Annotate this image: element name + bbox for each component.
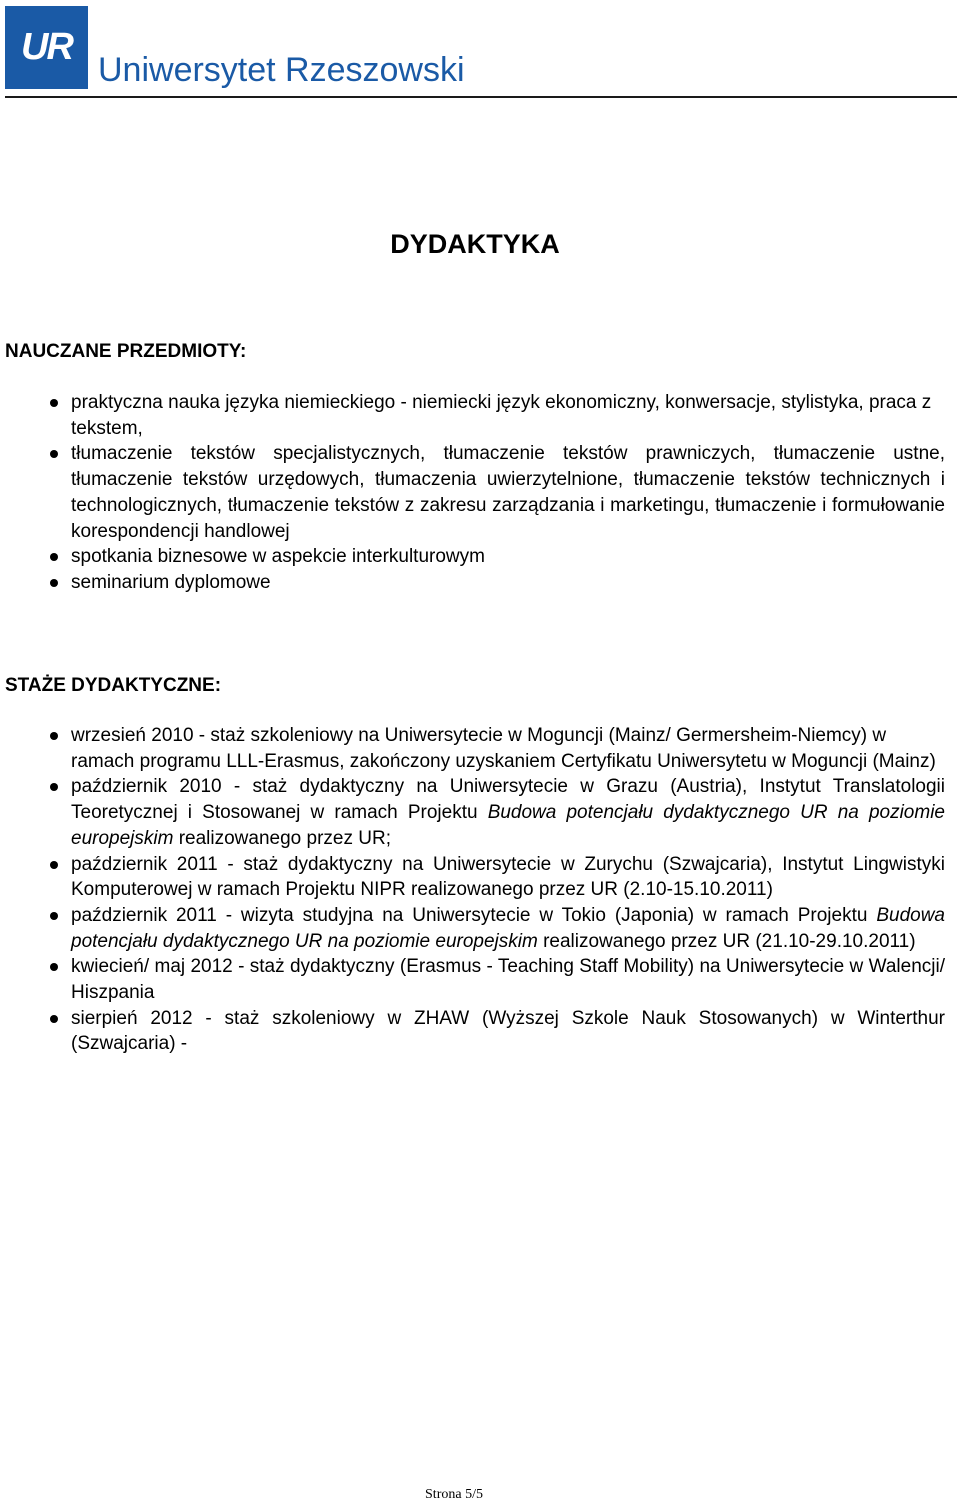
list-item-text: wrzesień 2010 - staż szkoleniowy na Uniwersytecie w Moguncji (Mainz/ Germersheim-Niemcy) w ramach programu LLL-Erasmus, zakończony uzyskaniem Certyfikatu Uniwersytetu w Moguncji (Mainz) <box>71 725 936 772</box>
list-item <box>0 954 945 1005</box>
project-name: Budowa potencjału dydaktycznego UR na poziomie europejskim <box>71 904 945 952</box>
bullet-icon <box>50 783 58 791</box>
list-item-text: seminarium dyplomowe <box>71 571 271 593</box>
bullet-icon <box>50 912 58 920</box>
page-number: Strona 5/5 <box>425 1487 483 1502</box>
page-header <box>5 6 957 98</box>
university-logo <box>5 6 88 89</box>
list-item <box>0 723 945 774</box>
project-name: Budowa potencjału dydaktycznego UR na poziomie europejskim <box>71 802 945 849</box>
bullet-icon <box>50 553 58 561</box>
bullet-icon <box>50 861 58 869</box>
bullet-icon <box>50 399 58 407</box>
item-text-after: realizowanego przez UR; <box>173 827 391 849</box>
list-item-text: październik 2011 - staż dydaktyczny na Uniwersytecie w Zurychu (Szwajcaria), Instytut Lingwistyki Komputerowej w ramach Projektu NIPR realizowanego przez UR (2.10-15.10.2011) <box>71 853 945 901</box>
page-title: DYDAKTYKA <box>390 229 560 259</box>
internships-heading: STAŻE DYDAKTYCZNE: <box>5 675 222 696</box>
list-item <box>0 1006 945 1057</box>
list-item-text: kwiecień/ maj 2012 - staż dydaktyczny (Erasmus - Teaching Staff Mobility) na Uniwersytecie w Walencji/ Hiszpania <box>71 956 945 1004</box>
taught-subjects-heading: NAUCZANE PRZEDMIOTY: <box>5 341 247 362</box>
header-divider <box>5 96 957 98</box>
logo-text: UR <box>21 26 72 68</box>
list-item <box>0 390 945 441</box>
item-text-after: realizowanego przez UR (21.10-29.10.2011) <box>537 930 916 952</box>
list-item <box>0 903 945 954</box>
internships-list <box>0 723 945 1057</box>
list-item <box>0 441 945 544</box>
item-text-before: październik 2010 - staż dydaktyczny na Uniwersytecie w Grazu (Austria), Instytut Translatologii Teoretycznej i Stosowanej w ramach Projektu <box>71 776 945 824</box>
bullet-icon <box>50 579 58 587</box>
list-item-text: sierpień 2012 - staż szkoleniowy w ZHAW (Wyższej Szkole Nauk Stosowanych) w Winterthur (Szwajcaria) - <box>71 1007 945 1055</box>
bullet-icon <box>50 1015 58 1023</box>
bullet-icon <box>50 732 58 740</box>
list-item-text: praktyczna nauka języka niemieckiego - niemiecki język ekonomiczny, konwersacje, stylistyka, praca z tekstem, <box>71 392 932 439</box>
bullet-icon <box>50 450 58 458</box>
list-item-text <box>71 903 945 954</box>
list-item <box>0 774 945 851</box>
list-item-text: tłumaczenie tekstów specjalistycznych, tłumaczenie tekstów prawniczych, tłumaczenie ustne, tłumaczenie tekstów urzędowych, tłumaczenia uwierzytelnione, tłumaczenie tekstów technicznych i technologicznych, tłumaczenie tekstów z zakresu zarządzania i marketingu, tłumaczenie i formułowanie korespondencji handlowej <box>71 443 945 542</box>
list-item <box>0 544 945 570</box>
bullet-icon <box>50 963 58 971</box>
taught-subjects-list <box>0 390 945 596</box>
list-item-text: spotkania biznesowe w aspekcie interkulturowym <box>71 546 485 568</box>
university-name: Uniwersytet Rzeszowski <box>98 51 465 89</box>
list-item-text <box>71 774 945 851</box>
item-text-before: październik 2011 - wizyta studyjna na Uniwersytecie w Tokio (Japonia) w ramach Projektu <box>71 904 877 926</box>
list-item <box>0 570 945 596</box>
list-item <box>0 852 945 903</box>
